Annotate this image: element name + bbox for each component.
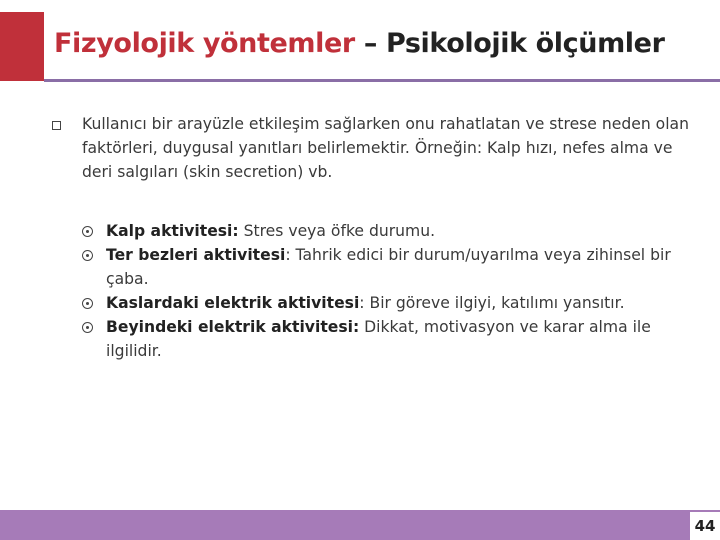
title-divider	[44, 79, 720, 82]
page-number: 44	[690, 512, 720, 540]
list-item	[82, 315, 682, 363]
circle-bullet-icon	[82, 298, 93, 309]
list-item	[82, 219, 682, 243]
list-item	[82, 291, 682, 315]
title-accent-bar	[0, 12, 44, 81]
item-desc: : Tahrik edici bir durum/uyarılma veya zihinsel bir çaba.	[106, 246, 671, 288]
activity-list	[82, 219, 682, 363]
slide-title	[54, 28, 664, 59]
item-term: Kalp aktivitesi:	[106, 222, 239, 240]
intro-paragraph: Kullanıcı bir arayüzle etkileşim sağlarken onu rahatlatan ve strese neden olan faktörleri, duygusal yanıtları belirlemektir. Örneğin: Kalp hızı, nefes alma ve deri salgıları (skin secretion) vb.	[82, 115, 689, 181]
circle-bullet-icon	[82, 226, 93, 237]
circle-bullet-icon	[82, 250, 93, 261]
circle-bullet-icon	[82, 322, 93, 333]
list-item	[82, 243, 682, 291]
item-desc: : Bir göreve ilgiyi, katılımı yansıtır.	[359, 294, 625, 312]
title-highlight: Fizyolojik yöntemler	[54, 28, 355, 59]
item-desc: Stres veya öfke durumu.	[238, 222, 436, 240]
square-bullet-icon	[52, 121, 61, 130]
item-desc: Dikkat, motivasyon ve karar alma ile ilgilidir.	[106, 318, 651, 360]
item-term: Kaslardaki elektrik aktivitesi	[106, 294, 360, 312]
footer-bar	[0, 510, 720, 540]
item-term: Ter bezleri aktivitesi	[106, 246, 286, 264]
item-term: Beyindeki elektrik aktivitesi:	[106, 318, 360, 336]
title-rest: – Psikolojik ölçümler	[354, 28, 665, 59]
